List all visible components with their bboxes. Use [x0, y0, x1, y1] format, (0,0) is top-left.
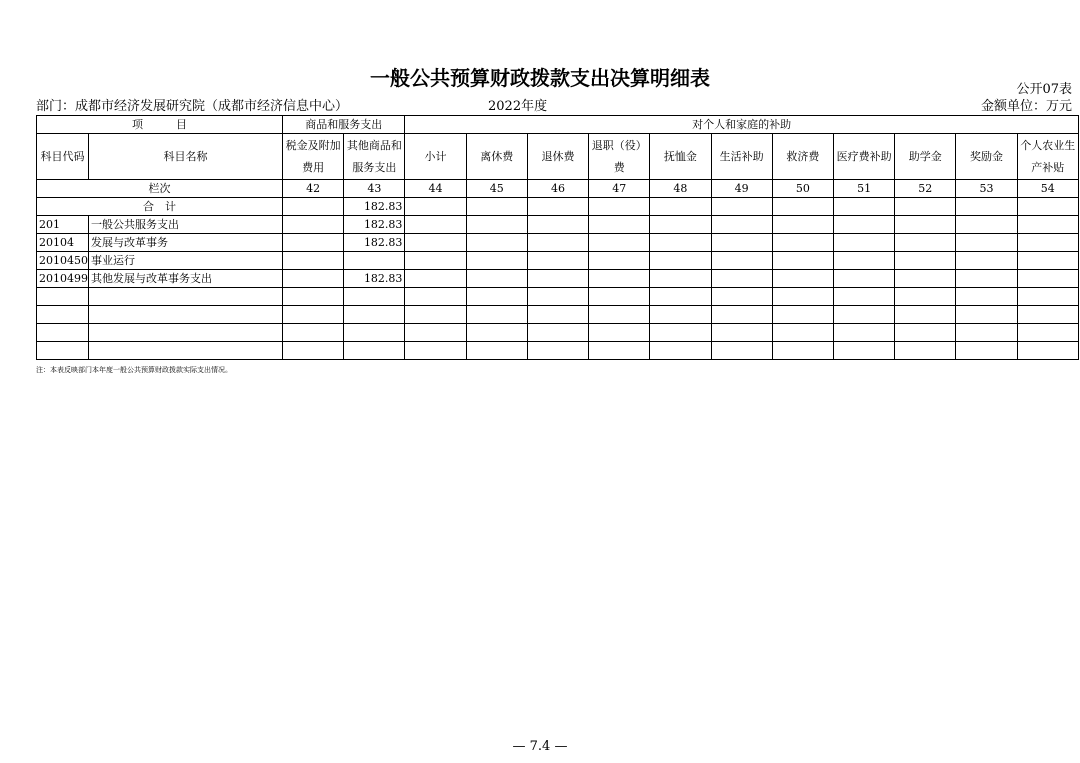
header-col: 小计	[405, 134, 466, 180]
row-code: 2010499	[37, 270, 89, 288]
column-number: 47	[589, 180, 650, 198]
header-code: 科目代码	[37, 134, 89, 180]
row-other-goods: 182.83	[344, 270, 405, 288]
fiscal-year-label: 2022年度	[488, 99, 548, 114]
column-number: 42	[283, 180, 344, 198]
column-number-row	[37, 180, 1079, 198]
header-col: 离休费	[466, 134, 527, 180]
header-col: 救济费	[772, 134, 833, 180]
row-code: 20104	[37, 234, 89, 252]
header-col: 抚恤金	[650, 134, 711, 180]
row-code: 2010450	[37, 252, 89, 270]
column-number: 52	[895, 180, 956, 198]
row-name: 一般公共服务支出	[89, 216, 283, 234]
page-title: 一般公共预算财政拨款支出决算明细表	[370, 66, 710, 90]
table-row	[37, 216, 1079, 234]
amount-unit-label: 金额单位：万元	[980, 99, 1072, 114]
page-number: — 7.4 —	[512, 739, 568, 754]
empty-row	[37, 324, 1079, 342]
empty-row	[37, 288, 1079, 306]
table-row	[37, 234, 1079, 252]
column-number: 43	[344, 180, 405, 198]
column-number: 48	[650, 180, 711, 198]
table-row	[37, 252, 1079, 270]
row-name: 其他发展与改革事务支出	[89, 270, 283, 288]
row-code: 201	[37, 216, 89, 234]
header-column-row	[37, 134, 1079, 180]
empty-row	[37, 342, 1079, 360]
column-number: 50	[772, 180, 833, 198]
total-label: 合 计	[37, 198, 283, 216]
header-col: 生活补助	[711, 134, 772, 180]
row-other-goods	[344, 252, 405, 270]
header-col: 个人农业生产补贴	[1017, 134, 1078, 180]
column-number-label: 栏次	[37, 180, 283, 198]
header-group-row	[37, 116, 1079, 134]
header-name: 科目名称	[89, 134, 283, 180]
row-name: 发展与改革事务	[89, 234, 283, 252]
table-row	[37, 270, 1079, 288]
column-number: 53	[956, 180, 1017, 198]
column-number: 54	[1017, 180, 1078, 198]
department-label: 部门：成都市经济发展研究院（成都市经济信息中心）	[36, 99, 349, 114]
row-name: 事业运行	[89, 252, 283, 270]
column-number: 44	[405, 180, 466, 198]
form-number: 公开07表	[1016, 82, 1072, 97]
header-col: 退休费	[527, 134, 588, 180]
header-personal-subsidy: 对个人和家庭的补助	[405, 116, 1078, 134]
header-item: 项 目	[37, 116, 283, 134]
header-col: 医疗费补助	[833, 134, 894, 180]
header-col: 奖励金	[956, 134, 1017, 180]
column-number: 49	[711, 180, 772, 198]
row-other-goods: 182.83	[344, 216, 405, 234]
table-note: 注：本表反映部门本年度一般公共预算财政拨款实际支出情况。	[36, 366, 232, 374]
column-number: 45	[466, 180, 527, 198]
expenditure-table	[36, 115, 1079, 360]
column-number: 46	[527, 180, 588, 198]
total-row	[37, 198, 1079, 216]
empty-row	[37, 306, 1079, 324]
row-other-goods: 182.83	[344, 234, 405, 252]
header-goods-services: 商品和服务支出	[283, 116, 405, 134]
column-number: 51	[833, 180, 894, 198]
header-col: 助学金	[895, 134, 956, 180]
total-other-goods: 182.83	[344, 198, 405, 216]
header-col: 税金及附加费用	[283, 134, 344, 180]
header-col: 退职（役）费	[589, 134, 650, 180]
header-col: 其他商品和服务支出	[344, 134, 405, 180]
